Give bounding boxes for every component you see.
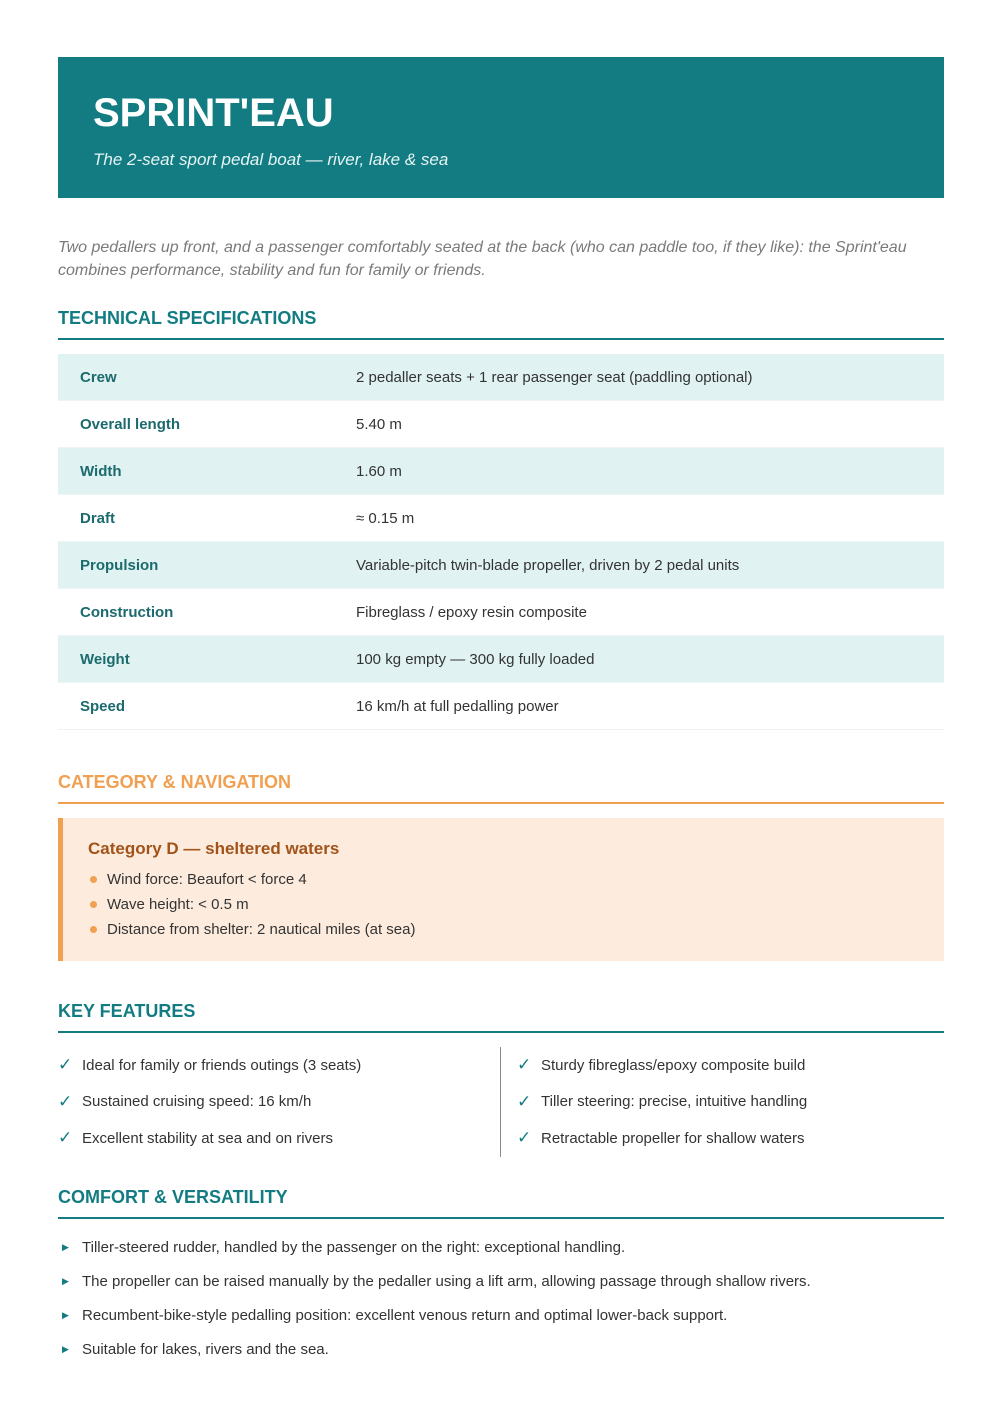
feature-text: Excellent stability at sea and on rivers <box>82 1129 333 1147</box>
page-subtitle: The 2-seat sport pedal boat — river, lake & sea <box>93 150 449 169</box>
spec-label: Speed <box>58 683 356 730</box>
list-item-text: Recumbent-bike-style pedalling position: excellent venous return and optimal lower-back support. <box>82 1307 728 1324</box>
table-row <box>58 636 944 683</box>
checkmark-icon: ✓ <box>58 1055 73 1075</box>
specs-table <box>58 354 944 730</box>
checkmark-icon: ✓ <box>58 1091 73 1111</box>
list-item-text: Tiller-steered rudder, handled by the passenger on the right: exceptional handling. <box>82 1239 626 1256</box>
spec-value: 1.60 m <box>356 448 944 495</box>
feature-text: Retractable propeller for shallow waters <box>541 1129 805 1147</box>
spec-label: Crew <box>58 354 356 401</box>
list-item-text: The propeller can be raised manually by the pedaller using a lift arm, allowing passage through shallow rivers. <box>82 1273 811 1290</box>
spec-value: 2 pedaller seats + 1 rear passenger seat (paddling optional) <box>356 354 944 401</box>
intro-paragraph: Two pedallers up front, and a passenger comfortably seated at the back (who can paddle too, if they like): the Sprint'eau combines performance, stability and fun for family or friends. <box>58 239 907 279</box>
bullet-dot-icon <box>90 901 97 908</box>
list-item-text: Suitable for lakes, rivers and the sea. <box>82 1341 329 1358</box>
feature-item <box>58 1047 500 1084</box>
spec-label: Overall length <box>58 401 356 448</box>
spec-label: Width <box>58 448 356 495</box>
spec-label: Weight <box>58 636 356 683</box>
table-row <box>58 542 944 589</box>
feature-item <box>517 1084 942 1121</box>
triangle-bullet-icon: ▶ <box>62 1276 69 1286</box>
feature-text: Sustained cruising speed: 16 km/h <box>82 1093 312 1111</box>
feature-item <box>58 1084 500 1121</box>
spec-label: Construction <box>58 589 356 636</box>
header-banner <box>58 57 944 198</box>
spec-value: 100 kg empty — 300 kg fully loaded <box>356 636 944 683</box>
list-item-text: Distance from shelter: 2 nautical miles (at sea) <box>107 921 416 938</box>
feature-item <box>517 1120 942 1157</box>
checkmark-icon: ✓ <box>517 1055 532 1075</box>
feature-text: Tiller steering: precise, intuitive handling <box>541 1093 808 1111</box>
spec-value: ≈ 0.15 m <box>356 495 944 542</box>
table-row <box>58 683 944 730</box>
bullet-dot-icon <box>90 876 97 883</box>
category-callout <box>58 818 944 961</box>
spec-sheet <box>58 57 944 1367</box>
list-item <box>58 1299 944 1333</box>
category-title: Category D — sheltered waters <box>88 839 340 858</box>
specs-heading: TECHNICAL SPECIFICATIONS <box>58 306 944 340</box>
table-row <box>58 401 944 448</box>
list-item <box>58 1333 944 1367</box>
spec-value: 5.40 m <box>356 401 944 448</box>
spec-value: 16 km/h at full pedalling power <box>356 683 944 730</box>
list-item <box>88 867 944 892</box>
table-row <box>58 448 944 495</box>
spec-label: Draft <box>58 495 356 542</box>
feature-item <box>58 1120 500 1157</box>
features-grid <box>58 1047 944 1157</box>
list-item <box>58 1265 944 1299</box>
list-item-text: Wind force: Beaufort < force 4 <box>107 871 307 888</box>
feature-text: Sturdy fibreglass/epoxy composite build <box>541 1056 806 1074</box>
comfort-heading: COMFORT & VERSATILITY <box>58 1185 944 1219</box>
list-item <box>88 917 944 942</box>
feature-text: Ideal for family or friends outings (3 seats) <box>82 1056 362 1074</box>
table-row <box>58 354 944 401</box>
spec-label: Propulsion <box>58 542 356 589</box>
list-item <box>88 892 944 917</box>
triangle-bullet-icon: ▶ <box>62 1242 69 1252</box>
table-row <box>58 495 944 542</box>
checkmark-icon: ✓ <box>517 1128 532 1148</box>
category-heading: CATEGORY & NAVIGATION <box>58 770 944 804</box>
features-left-column <box>58 1047 500 1157</box>
list-item <box>58 1231 944 1265</box>
triangle-bullet-icon: ▶ <box>62 1310 69 1320</box>
comfort-list <box>58 1231 944 1367</box>
page-title: SPRINT'EAU <box>93 91 334 135</box>
list-item-text: Wave height: < 0.5 m <box>107 896 249 913</box>
triangle-bullet-icon: ▶ <box>62 1344 69 1354</box>
checkmark-icon: ✓ <box>58 1128 73 1148</box>
spec-value: Variable-pitch twin-blade propeller, driven by 2 pedal units <box>356 542 944 589</box>
table-row <box>58 589 944 636</box>
features-heading: KEY FEATURES <box>58 999 944 1033</box>
category-list <box>88 867 944 942</box>
feature-item <box>517 1047 942 1084</box>
spec-value: Fibreglass / epoxy resin composite <box>356 589 944 636</box>
bullet-dot-icon <box>90 926 97 933</box>
checkmark-icon: ✓ <box>517 1091 532 1111</box>
features-right-column <box>500 1047 942 1157</box>
